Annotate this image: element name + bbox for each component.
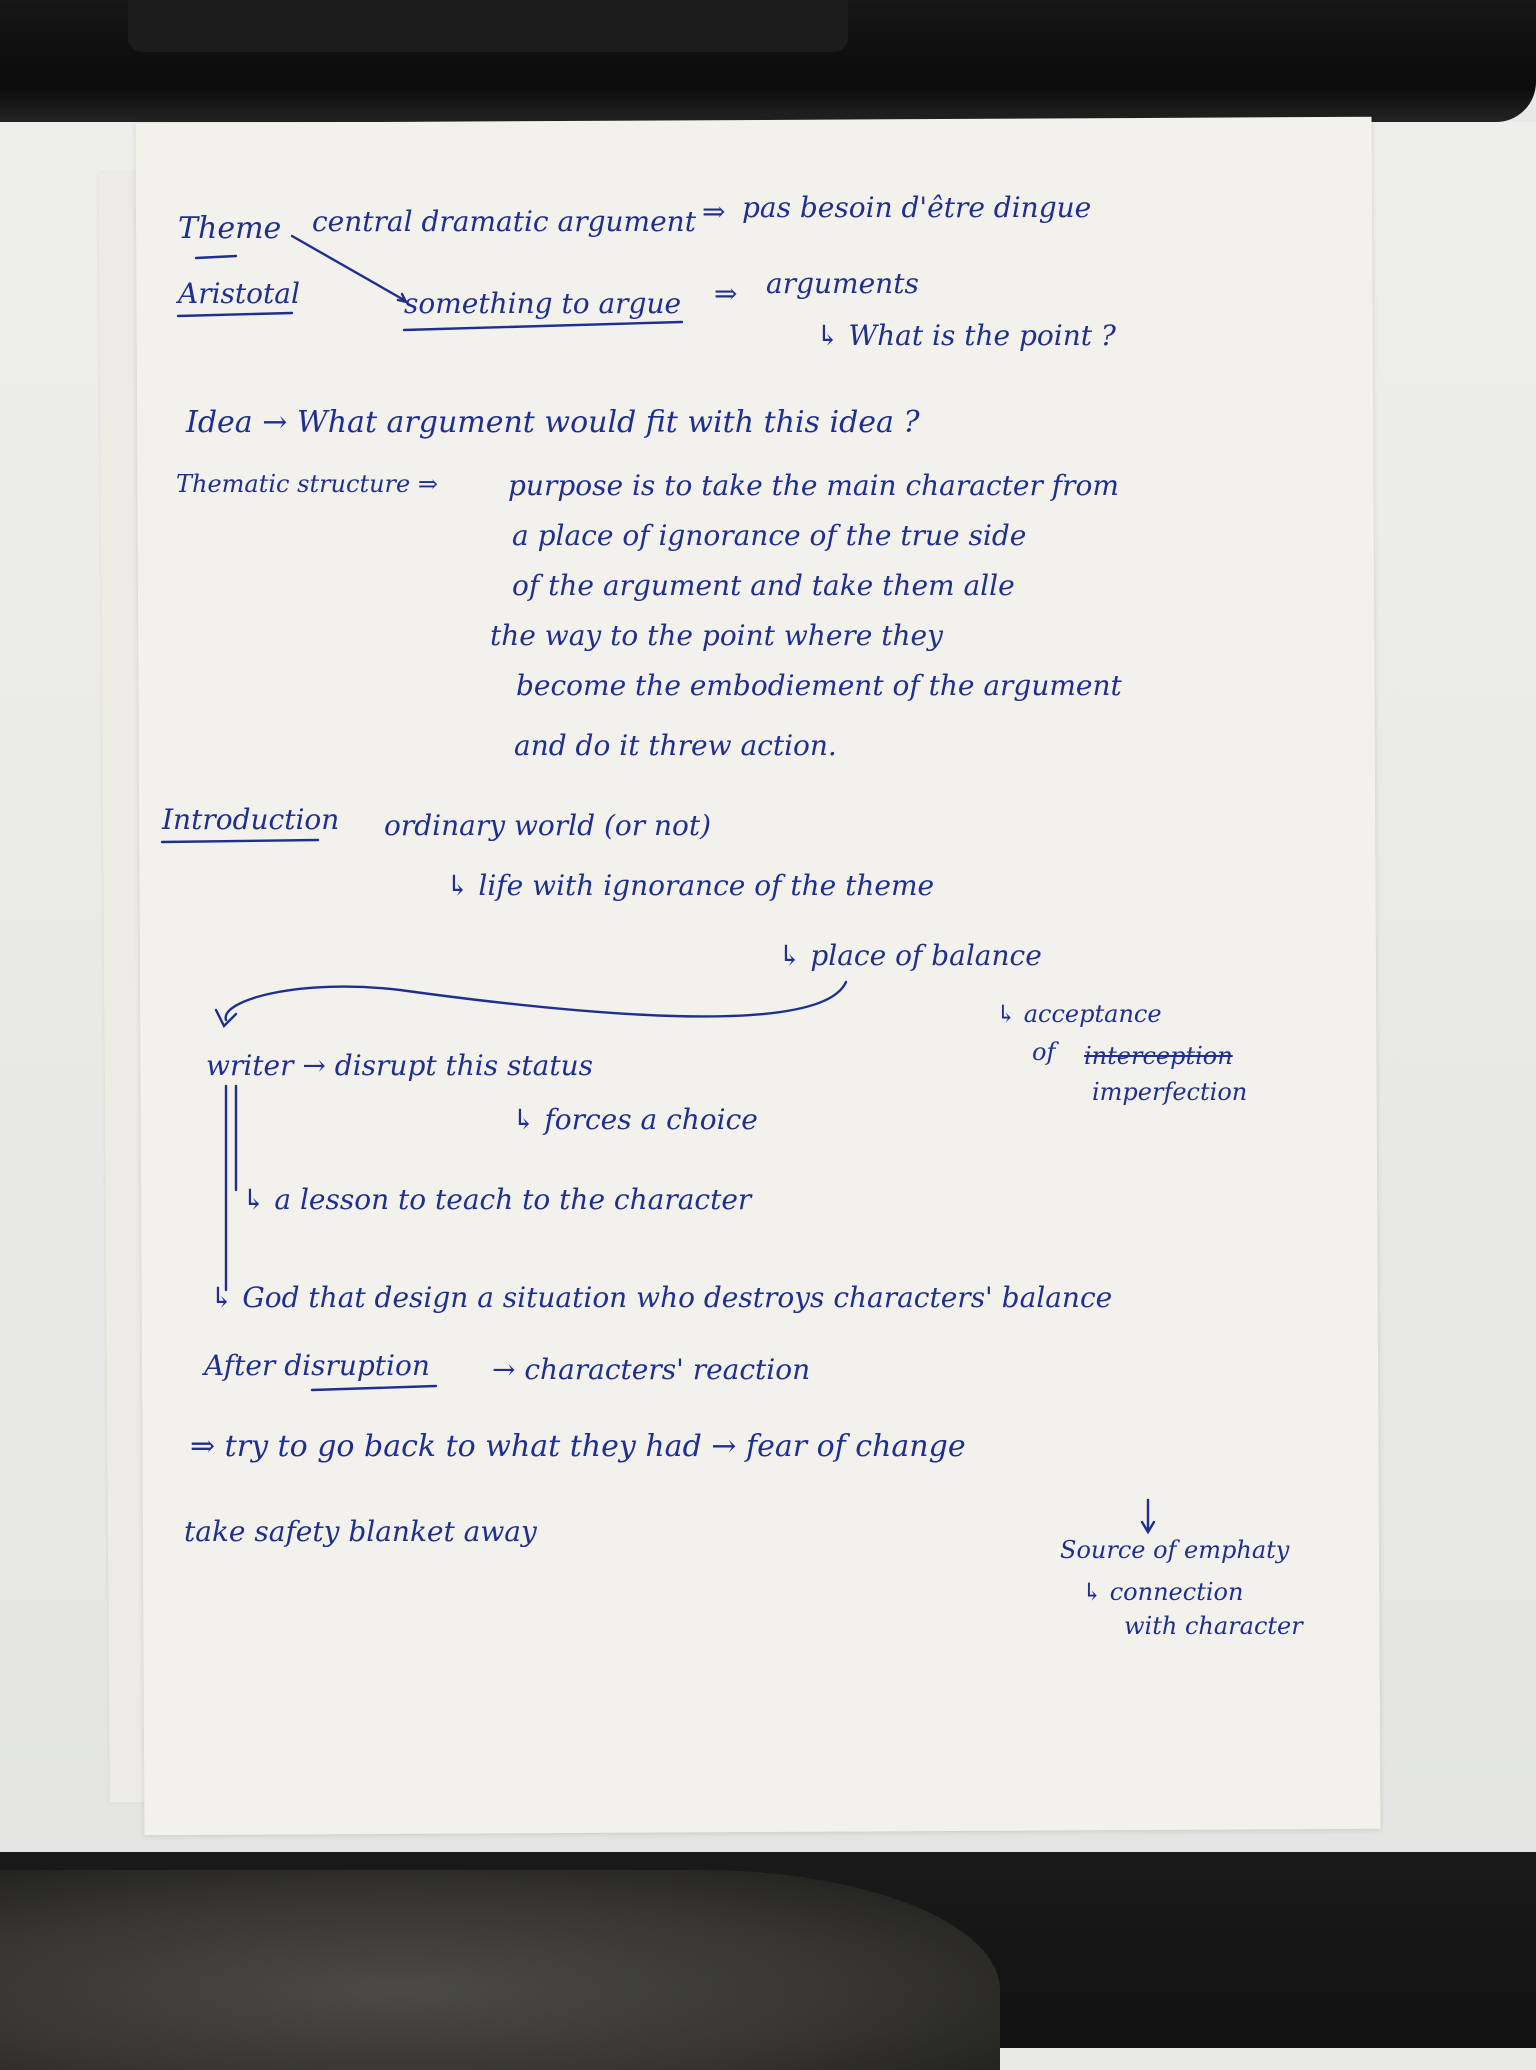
note-thematic-line-3: of the argument and take them alle xyxy=(512,569,1015,602)
note-god-line: ↳ God that design a situation who destroys characters' balance xyxy=(210,1281,1113,1314)
note-argue-text: something to argue xyxy=(404,287,682,320)
note-with-character-line: with character xyxy=(1124,1612,1303,1640)
note-idea-line: Idea → What argument would fit with this idea ? xyxy=(186,405,920,440)
laptop-hinge xyxy=(128,0,848,52)
note-aristotal-label: Aristotal xyxy=(178,277,300,310)
note-balance-line: ↳ place of balance xyxy=(778,939,1042,972)
note-forces-line: ↳ forces a choice xyxy=(512,1103,758,1136)
note-writer-line: writer → disrupt this status xyxy=(206,1049,593,1082)
note-acceptance-line: ↳ acceptance xyxy=(996,1000,1162,1028)
note-thematic-line-6: and do it threw action. xyxy=(514,729,837,762)
note-thematic-line-5: become the embodiement of the argument xyxy=(516,669,1122,702)
note-life-line: ↳ life with ignorance of the theme xyxy=(446,869,935,902)
note-after-label: After disruption xyxy=(204,1349,430,1382)
note-thematic-line-2: a place of ignorance of the true side xyxy=(512,519,1027,552)
note-thematic-line-1: purpose is to take the main character from xyxy=(508,469,1119,502)
note-theme-arrow: ⇒ xyxy=(702,195,726,228)
note-theme-aside: pas besoin d'être dingue xyxy=(742,191,1092,224)
note-try-line: ⇒ try to go back to what they had → fear of change xyxy=(190,1429,966,1464)
note-thematic-label: Thematic structure ⇒ xyxy=(176,470,438,498)
laptop-base xyxy=(0,0,1536,122)
note-after-text: → characters' reaction xyxy=(492,1353,811,1386)
note-empathy-line: Source of emphaty xyxy=(1060,1536,1290,1564)
note-imperfection-word: imperfection xyxy=(1092,1078,1248,1106)
note-intro-label: Introduction xyxy=(162,803,340,836)
note-of-word: of xyxy=(1032,1038,1056,1066)
note-thematic-line-4: the way to the point where they xyxy=(490,619,943,652)
note-point-question: ↳ What is the point ? xyxy=(816,319,1116,352)
note-theme-label: Theme xyxy=(178,211,282,246)
note-intro-text: ordinary world (or not) xyxy=(384,809,712,842)
note-safety-line: take safety blanket away xyxy=(184,1515,537,1548)
note-connection-line: ↳ connection xyxy=(1082,1578,1244,1606)
note-argue-arrow: ⇒ xyxy=(714,277,738,310)
note-argue-result: arguments xyxy=(766,267,919,300)
knee-in-foreground xyxy=(0,1870,1000,2070)
note-lesson-line: ↳ a lesson to teach to the character xyxy=(242,1183,752,1216)
note-theme-text: central dramatic argument xyxy=(312,205,696,238)
note-interception-struck: interception xyxy=(1084,1042,1233,1070)
